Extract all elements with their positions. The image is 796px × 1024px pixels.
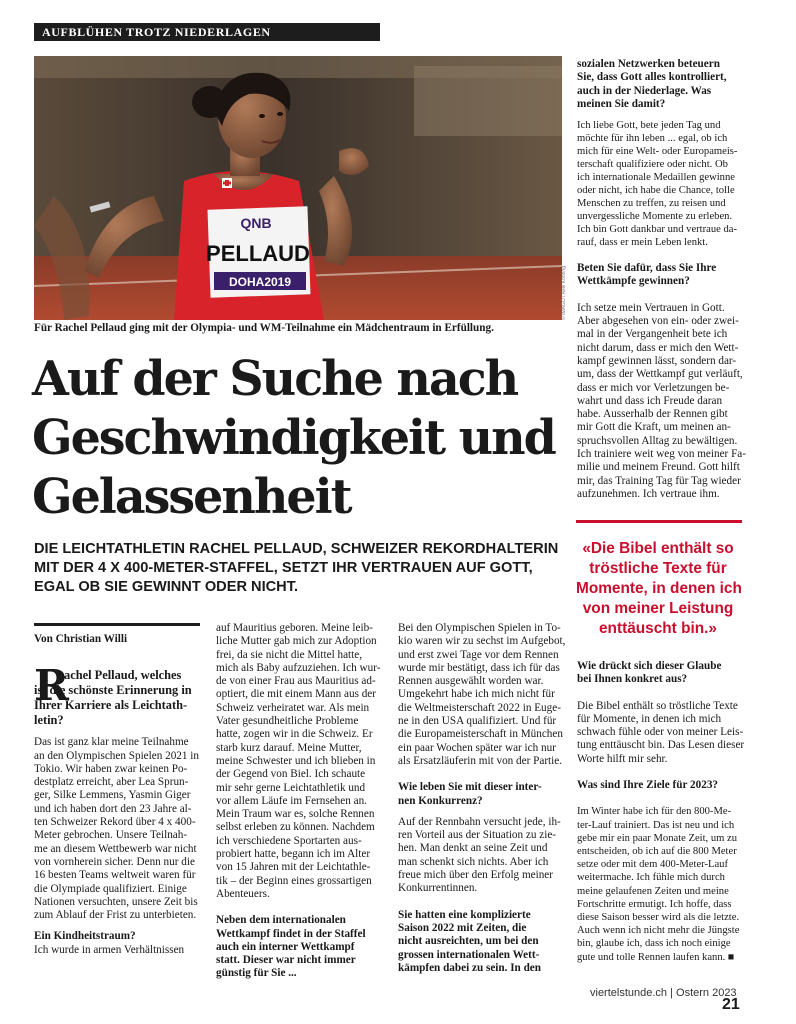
text-line: an den Olympischen Spielen 2021 in xyxy=(34,749,199,762)
text-line: dass er mich vor Verletzungen be- xyxy=(577,381,730,394)
text-line: unvergessliche Momente zu erleben. xyxy=(577,211,733,223)
text-line: gebe mir ein paar Monate Zeit, um zu xyxy=(577,832,738,844)
headline-line: Gelassenheit xyxy=(32,469,351,525)
question-line: auch ein interner Wettkampf xyxy=(216,940,355,953)
text-line: Ich bin Gott dankbar und vertraue da- xyxy=(577,224,738,236)
text-line: Ich setze mein Vertrauen in Gott. xyxy=(577,301,725,314)
text-line: Menschen zu treffen, zu reisen und xyxy=(577,198,726,210)
question-line: sozialen Netzwerken beteuern xyxy=(577,58,720,70)
text-line: von 15 Jahren mit der Leichtathle- xyxy=(216,861,371,874)
question-line: grossen internationalen Wett- xyxy=(398,948,540,961)
text-line: ne in den USA qualifiziert. Und für xyxy=(398,715,557,728)
text-line: frei, da sie nicht die Mittel hatte, xyxy=(216,648,363,661)
text-line: Das ist ganz klar meine Teilnahme xyxy=(34,736,189,749)
text-line: bin, glaube ich, dass ich noch einige xyxy=(577,938,731,950)
column-2 xyxy=(216,622,386,981)
text-line: Die Bibel enthält so tröstliche Texte xyxy=(577,699,738,712)
question-line: statt. Dieser war nicht immer xyxy=(216,954,356,967)
text-line: mal in der Vergangenheit bete ich xyxy=(577,328,728,341)
question-line: Wie leben Sie mit dieser inter- xyxy=(398,781,542,794)
text-line: Auch wenn ich nicht mehr die Jüngste xyxy=(577,925,740,937)
text-line: und ich haben dort den 23 Jahre al- xyxy=(34,802,192,815)
column-4-bottom xyxy=(577,660,747,964)
text-line: diese Saison besser wird als die letzte. xyxy=(577,912,740,923)
text-line: Meter gebrochen. Unsere Teilnah- xyxy=(34,829,188,842)
pullquote-line: tröstliche Texte für xyxy=(589,560,727,577)
text-line: Umgekehrt habe ich mich nicht für xyxy=(398,688,555,701)
text-line: Ich wurde in armen Verhältnissen xyxy=(34,943,185,956)
text-line: um, dass der Wettkampf gut verläuft, xyxy=(577,368,743,381)
pullquote-line: «Die Bibel enthält so xyxy=(582,540,734,557)
section-kicker: AUFBLÜHEN TROTZ NIEDERLAGEN xyxy=(34,23,380,41)
text-line: me an diesem Wettbewerb war nicht xyxy=(34,842,197,855)
question-line: Was sind Ihre Ziele für 2023? xyxy=(577,779,719,792)
question xyxy=(398,781,568,808)
question-line: auch in der Niederlage. Was xyxy=(577,84,712,97)
text-line: wahrt und dass ich Freude daran xyxy=(577,394,723,407)
text-line: destplatz erreicht, aber Lea Sprun- xyxy=(34,776,189,789)
text-line: Mein Traum war es, solche Rennen xyxy=(216,808,375,821)
question-line: nicht ausreichten, um bei den xyxy=(398,935,539,948)
text-line: schwach fühle oder von meiner Leis- xyxy=(577,726,744,739)
question xyxy=(398,909,568,975)
text-line: kampf gewinnen lässt, sondern dar- xyxy=(577,354,737,367)
question-line: günstig für Sie ... xyxy=(216,967,297,980)
text-line: Abenteuers. xyxy=(216,887,270,900)
question xyxy=(577,660,747,687)
text-line: Worte hilft mir sehr. xyxy=(577,752,668,765)
text-line: ich internationale Medaillen gewinne xyxy=(577,172,735,184)
byline: Von Christian Willi xyxy=(34,633,128,645)
text-line: man schenkt sich nichts. Aber ich xyxy=(398,855,549,868)
bib-name: PELLAUD xyxy=(206,241,310,266)
text-line: nicht darum, dass er mich den Wett- xyxy=(577,341,739,354)
column-1 xyxy=(34,633,204,957)
answer-paragraph xyxy=(34,736,204,922)
text-line: der Gegend von Biel. Ich schaute xyxy=(216,768,366,781)
text-line: meine gelaufenen Zeiten und meine xyxy=(577,885,729,897)
question-line: meinen Sie damit? xyxy=(577,97,666,110)
text-line: Vater gesundheitliche Probleme xyxy=(216,715,359,728)
question xyxy=(216,914,386,980)
answer-paragraph xyxy=(577,805,747,963)
question xyxy=(577,58,747,111)
text-line: 16 besten Teams weltweit waren für xyxy=(34,869,196,882)
lead-line: MIT DER 4 X 400-METER-STAFFEL, SETZT IHR VERTRAUEN AUF GOTT, xyxy=(34,560,533,576)
article-headline xyxy=(32,350,572,527)
text-line: mich für eine Welt- oder Europameis- xyxy=(577,146,738,158)
answer-paragraph xyxy=(398,622,568,768)
text-line: spruchsvollen Alltag zu bewältigen. xyxy=(577,434,738,447)
text-line: Ich liebe Gott, bete jeden Tag und xyxy=(577,120,721,132)
athlete-photo xyxy=(34,56,562,320)
text-line: setze oder mit dem 400-Meter-Lauf xyxy=(577,859,728,871)
question-line: letin? xyxy=(34,713,64,728)
question xyxy=(577,262,747,289)
text-line: und erst zwei Tage vor dem Rennen xyxy=(398,648,559,661)
text-line: liche Mutter gab mich zur Adoption xyxy=(216,635,377,648)
text-line: Schweiz verheiratet war. Als mein xyxy=(216,701,370,714)
text-line: Ich trainiere weit weg von meiner Fa- xyxy=(577,448,746,461)
lead-line: DIE LEICHTATHLETIN RACHEL PELLAUD, SCHWEIZER REKORDHALTERIN xyxy=(34,541,559,557)
question-line: Ein Kindheitstraum? xyxy=(34,930,136,943)
answer-paragraph xyxy=(577,700,747,766)
text-line: die Olympiade qualifiziert. Einige xyxy=(34,882,187,895)
page-number: 21 xyxy=(722,996,740,1013)
text-line: Tokio. Wir haben zwar keinen Po- xyxy=(34,762,188,775)
text-line: kio waren wir zu sechst im Aufgebot, xyxy=(398,635,566,648)
text-line: Rennen ausgewählt worden war. xyxy=(398,675,544,688)
bib-sponsor: QNB xyxy=(240,215,272,231)
text-line: gute und tolle Rennen laufen kann. ■ xyxy=(577,951,735,963)
byline-rule xyxy=(34,623,200,626)
pullquote-line: Momente, in denen ich xyxy=(576,580,742,597)
photo-credit: © IMAGO / Axel Kohring xyxy=(561,266,567,320)
headline-line: Auf der Suche nach xyxy=(32,351,518,407)
pull-quote xyxy=(576,539,740,639)
text-line: mir, das Training Tag für Tag wieder xyxy=(577,474,741,487)
text-line: optiert, die mit einem Mann aus der xyxy=(216,688,377,701)
column-3 xyxy=(398,622,568,975)
answer-paragraph xyxy=(398,816,568,896)
text-line: probiert hatte, begann ich im Alter xyxy=(216,848,371,861)
publication-footer: viertelstunde.ch | Ostern 2023 xyxy=(590,987,737,999)
text-line: Aber abgesehen von ein- oder zwei- xyxy=(577,315,739,328)
text-line: Nationen versuchten, unsere Zeit bis xyxy=(34,895,198,908)
text-line: ten Schweizer Rekord über 4 x 400- xyxy=(34,816,196,829)
text-line: zum Ablauf der Frist zu unterbieten. xyxy=(34,909,197,922)
question-line: kämpfen dabei zu sein. In den xyxy=(398,961,541,974)
question-line: nen Konkurrenz? xyxy=(398,794,483,807)
text-line: auf Mauritius geboren. Meine leib- xyxy=(216,622,373,634)
text-line: habe. Ausserhalb der Rennen gibt xyxy=(577,408,728,421)
text-line: ein paar Wochen später war ich nur xyxy=(398,741,556,754)
text-line: Im Winter habe ich für den 800-Me- xyxy=(577,806,732,818)
text-line: de von einer Frau aus Mauritius ad- xyxy=(216,675,376,688)
text-line: ter-Lauf trainiert. Das ist neu und ich xyxy=(577,819,735,831)
answer-paragraph xyxy=(577,302,747,501)
text-line: Auf der Rennbahn versucht jede, ih- xyxy=(398,815,561,828)
column-4-top xyxy=(577,58,747,501)
text-line: weitermache. Ich fühle mich durch xyxy=(577,872,725,884)
text-line: ren Vorteil aus der Situation zu zie- xyxy=(398,829,557,842)
photo-caption: Für Rachel Pellaud ging mit der Olympia- und WM-Teilnahme ein Mädchentraum in Erfüllung. xyxy=(34,322,494,334)
text-line: vor allem Läufe im Fernsehen an. xyxy=(216,794,367,807)
text-line: ich verschiedene Sportarten aus- xyxy=(216,834,362,847)
text-line: wurde mir bestätigt, dass ich für das xyxy=(398,661,560,674)
text-line: aufzunehmen. Ich vertraue ihm. xyxy=(577,487,720,500)
text-line: meine Schwester und ich blieben in xyxy=(216,754,376,767)
question-line: bei Ihnen konkret aus? xyxy=(577,673,688,686)
text-line: hatte, zogen wir in die Schweiz. Er xyxy=(216,728,373,741)
text-line: entscheiden, ob ich auf die 800 Meter xyxy=(577,845,737,857)
text-line: hen. Man denkt an seine Zeit und xyxy=(398,842,548,855)
headline-line: Geschwindigkeit und xyxy=(32,410,555,466)
text-line: selbst erleben zu können. Nachdem xyxy=(216,821,375,834)
pullquote-line: enttäuscht bin.» xyxy=(598,620,717,637)
question-line: achel Pellaud, welches xyxy=(64,668,182,683)
question-line: Wettkampf findet in der Staffel xyxy=(216,927,366,940)
text-line: möchte für ihn leben ... egal, ob ich xyxy=(577,133,728,145)
text-line: von vornherein sicher. Denn nur die xyxy=(34,855,195,868)
text-line: tik – der Beginn eines grossartigen xyxy=(216,874,372,887)
text-line: Fortschritte ermutigt. Ich hoffe, dass xyxy=(577,898,732,910)
question-line: Ihrer Karriere als Leichtath- xyxy=(34,698,188,713)
text-line: mir Gott die Kraft, um meinen an- xyxy=(577,421,731,434)
article-lead xyxy=(34,540,564,597)
question-line: Beten Sie dafür, dass Sie Ihre xyxy=(577,262,717,275)
text-line: tung enttäuscht bin. Das Lesen dieser xyxy=(577,739,745,752)
text-line: rauf, dass er mein Leben lenkt. xyxy=(577,237,708,249)
text-line: mich als Baby aufzuziehen. Ich wur- xyxy=(216,661,381,674)
question-line: ist die schönste Erinnerung in xyxy=(34,683,192,698)
text-line: oder nicht, ich habe die Chance, tolle xyxy=(577,185,735,197)
question-line: Neben dem internationalen xyxy=(216,914,346,927)
lead-line: EGAL OB SIE GEWINNT ODER NICHT. xyxy=(34,579,299,595)
question-line: Wie drückt sich dieser Glaube xyxy=(577,660,722,672)
question-line: Sie hatten eine komplizierte xyxy=(398,908,531,921)
text-line: für Momente, in denen ich mich xyxy=(577,712,722,725)
text-line: terschaft qualifiziere oder nicht. Ob xyxy=(577,159,728,171)
bib-event: DOHA2019 xyxy=(228,275,292,289)
text-line: Bei den Olympischen Spielen in To- xyxy=(398,622,561,634)
dropcap: R xyxy=(34,661,69,711)
question-line: Sie, dass Gott alles kontrolliert, xyxy=(577,71,727,84)
pullquote-rule xyxy=(576,520,742,523)
text-line: als Ersatzläuferin mit von der Partie. xyxy=(398,754,563,767)
question-line: Wettkämpfe gewinnen? xyxy=(577,275,690,288)
text-line: ger, Silke Lemmens, Yasmin Giger xyxy=(34,789,191,802)
question-line: Saison 2022 mit Zeiten, die xyxy=(398,921,527,934)
pullquote-line: von meiner Leistung xyxy=(582,600,734,617)
text-line: die Europameisterschaft in München xyxy=(398,728,563,741)
text-line: mir sehr gerne Leichtathletik und xyxy=(216,781,366,794)
answer-paragraph xyxy=(216,622,386,901)
text-line: starb kurz darauf. Meine Mutter, xyxy=(216,741,362,754)
text-line: freue mich über den Erfolg meiner xyxy=(398,869,554,882)
answer-paragraph xyxy=(577,119,747,249)
text-line: die Weltmeisterschaft 2022 in Euge- xyxy=(398,701,561,714)
text-line: milie und meinem Freund. Gott hilft xyxy=(577,461,740,474)
intro-question xyxy=(34,661,204,728)
text-line: Konkurrentinnen. xyxy=(398,882,478,895)
